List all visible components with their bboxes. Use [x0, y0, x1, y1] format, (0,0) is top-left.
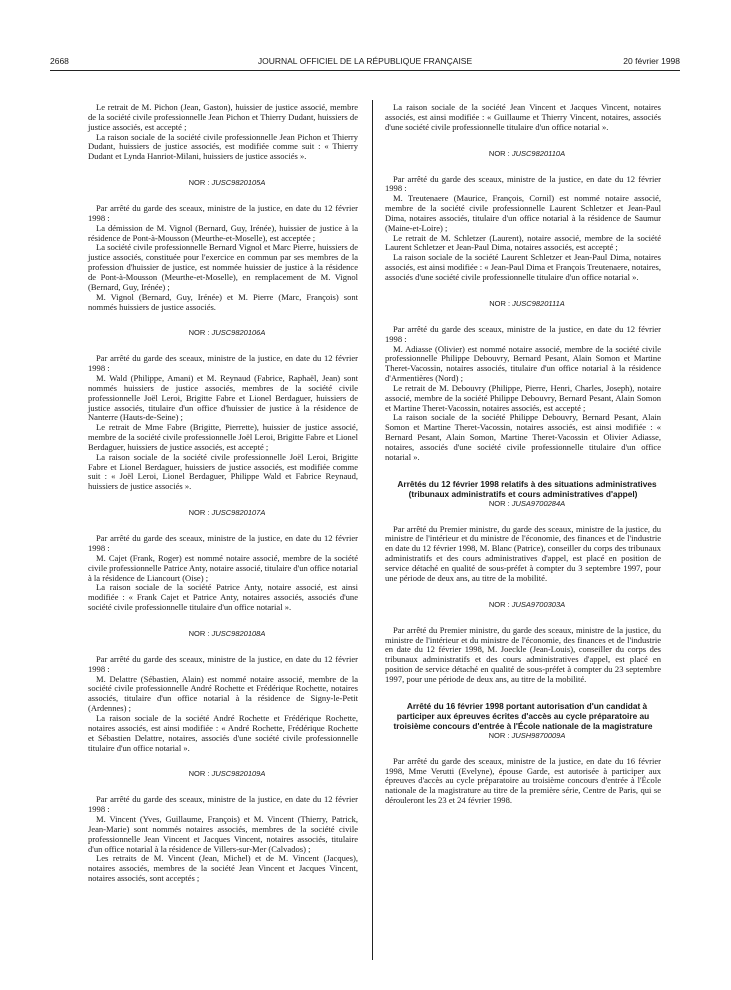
spacer	[88, 518, 358, 534]
spacer	[385, 159, 661, 175]
nor-code: JUSC9820110A	[511, 148, 566, 158]
spacer	[88, 492, 358, 508]
paragraph: La raison sociale de la société civile professionnelle Jean Pichon et Thierry Dudant, huissiers de justice associés, est modifiée comme suit : « Thierry Dudant et Lynda Hanriot-Milani, huissiers de justice associés ».	[88, 131, 358, 162]
spacer	[385, 283, 661, 299]
column-divider	[372, 100, 373, 960]
journal-title: JOURNAL OFFICIEL DE LA RÉPUBLIQUE FRANÇAISE	[257, 56, 473, 66]
nor-label: NOR :	[488, 498, 512, 508]
paragraph: Par arrêté du garde des sceaux, ministre de la justice, en date du 12 février 1998 :	[88, 653, 358, 674]
paragraph: Le retrait de M. Schletzer (Laurent), notaire associé, membre de la société Laurent Schletzer et Jean-Paul Dima, notaires associés, est accepté ;	[385, 232, 661, 253]
nor-reference	[88, 769, 358, 779]
page-number: 2668	[50, 56, 69, 66]
paragraph: La raison sociale de la société civile professionnelle Joël Leroi, Brigitte Fabre et Lionel Berdaguer, huissiers de justice associés, est modifiée comme suit : « Joël Leroi, Lionel Berdaguer, Philippe Wald et Fabrice Reynaud, huissiers de justice associés ».	[88, 451, 358, 492]
nor-label: NOR :	[188, 178, 212, 188]
nor-label: NOR :	[188, 769, 212, 779]
nor-reference	[385, 600, 661, 610]
nor-reference	[88, 629, 358, 639]
paragraph: Les retraits de M. Vincent (Jean, Michel) et de M. Vincent (Jacques), notaires associés, membres de la société Jean Vincent et Jacques Vincent, notaires associés, sont acceptés ;	[88, 853, 358, 884]
nor-code: JUSC9820111A	[512, 298, 565, 308]
issue-date: 20 février 1998	[623, 56, 680, 66]
spacer	[385, 309, 661, 325]
paragraph: Par arrêté du garde des sceaux, ministre de la justice, en date du 12 février 1998 :	[88, 533, 358, 553]
nor-code: JUSC9820106A	[211, 328, 266, 338]
nor-reference	[385, 149, 661, 159]
spacer	[385, 509, 661, 525]
spacer	[88, 639, 358, 655]
left-column	[88, 103, 358, 884]
header-rule	[50, 70, 680, 71]
paragraph: La raison sociale de la société André Rochette et Frédérique Rochette, notaires associés, est ainsi modifiée : « André Rochette, Frédérique Rochette et Sébastien Delattre, notaires, associés d'une société civile professionnelle titulaire d'un office notarial ».	[88, 712, 358, 753]
section-heading: Arrêtés du 12 février 1998 relatifs à des situations administratives (tribunaux administratifs et cours administratives d'appel)	[397, 478, 657, 499]
nor-code: JUSC9820108A	[211, 628, 266, 638]
paragraph: M. Cajet (Frank, Roger) est nommé notaire associé, membre de la société civile professionnelle Patrice Anty, notaire associé, titulaire d'un office notarial à la résidence de Liancourt (Oise) ;	[88, 552, 358, 583]
spacer	[385, 463, 661, 479]
nor-label: NOR :	[188, 508, 212, 518]
paragraph: M. Treutenaere (Maurice, François, Cornil) est nommé notaire associé, membre de la société civile professionnelle Laurent Schletzer et Jean-Paul Dima, notaires associés, titulaire d'un office notarial à la résidence de Saumur (Maine-et-Loire) ;	[385, 193, 661, 233]
nor-label: NOR :	[489, 298, 513, 308]
paragraph: La raison sociale de la société Patrice Anty, notaire associé, est ainsi modifiée : « Frank Cajet et Patrice Anty, notaires associés, associés d'une société civile professionnelle titulaire d'un office notarial ».	[88, 582, 358, 613]
nor-code: JUSH9870009A	[511, 730, 566, 740]
paragraph: M. Wald (Philippe, Amani) et M. Reynaud (Fabrice, Raphaël, Jean) sont nommés huissiers de justice associés, membres de la société civile professionnelle Joël Leroi, Brigitte Fabre et Lionel Berdaguer, huissiers de justice associés, titulaire d'un office d'huissier de justice à la résidence de Nanterre (Hauts-de-Seine) ;	[88, 373, 358, 423]
spacer	[88, 779, 358, 795]
paragraph: Par arrêté du Premier ministre, du garde des sceaux, ministre de la justice, du ministre de l'intérieur et du ministre de l'économie, des finances et de l'industrie en date du 12 février 1998, M. Blanc (Patrice), conseiller du corps des tribunaux administratifs et des cours administratives d'appel, est placé en position de service détaché en qualité de sous-préfet à compter du 3 septembre 1997, pour une période de deux ans, au titre de la mobilité.	[385, 523, 661, 583]
section-heading: Arrêté du 16 février 1998 portant autorisation d'un candidat à participer aux épreuves écrites d'accès au cycle préparatoire au troisième concours d'entrée à l'École nationale de la magistrature	[393, 700, 653, 731]
nor-reference	[385, 299, 661, 309]
spacer	[88, 753, 358, 769]
paragraph: Par arrêté du garde des sceaux, ministre de la justice, en date du 12 février 1998 :	[385, 173, 661, 194]
spacer	[88, 162, 358, 178]
spacer	[385, 741, 661, 757]
paragraph: Par arrêté du garde des sceaux, ministre de la justice, en date du 16 février 1998, Mme Verutti (Evelyne), épouse Garde, est autorisée à participer aux épreuves d'accès au cycle préparatoire au troisième concours d'entrée à l'École nationale de la magistrature au titre de la première série, Centre de Paris, qui se dérouleront les 23 et 24 février 1998.	[385, 755, 661, 806]
spacer	[385, 584, 661, 600]
paragraph: Par arrêté du garde des sceaux, ministre de la justice, en date du 12 février 1998 :	[88, 203, 358, 223]
nor-label: NOR :	[488, 599, 512, 609]
spacer	[385, 685, 661, 701]
spacer	[88, 312, 358, 328]
spacer	[88, 613, 358, 629]
nor-reference	[88, 178, 358, 188]
paragraph: La raison sociale de la société Philippe Debouvry, Bernard Pesant, Alain Somon et Martine Theret-Vacossin, notaires associés, est ainsi modifiée : « Bernard Pesant, Alain Somon, Martine Theret-Vacossin et Olivier Adiasse, notaires, associés d'une société civile professionnelle titulaire d'un office notarial ».	[385, 412, 661, 462]
nor-code: JUSC9820107A	[211, 508, 266, 518]
nor-reference	[385, 499, 661, 509]
nor-reference	[385, 731, 661, 741]
paragraph: Le retrait de Mme Fabre (Brigitte, Pierrette), huissier de justice associé, membre de la société civile professionnelle Joël Leroi, Brigitte Fabre et Lionel Berdaguer, huissiers de justice associés, est accepté ;	[88, 422, 358, 452]
right-column	[385, 103, 661, 806]
nor-label: NOR :	[188, 328, 212, 338]
nor-label: NOR :	[488, 730, 512, 740]
paragraph: Le retrait de M. Pichon (Jean, Gaston), huissier de justice associé, membre de la société civile professionnelle Jean Pichon et Thierry Dudant, huissiers de justice associés, est accepté ;	[88, 102, 358, 132]
spacer	[88, 338, 358, 354]
paragraph: Par arrêté du garde des sceaux, ministre de la justice, en date du 12 février 1998 :	[88, 794, 358, 815]
nor-reference	[88, 508, 358, 518]
paragraph: La raison sociale de la société Laurent Schletzer et Jean-Paul Dima, notaires associés, est ainsi modifiée : « Jean-Paul Dima et François Treutenaere, notaires, associés d'une société civile professionnelle titulaire d'un office notarial ».	[385, 252, 661, 282]
paragraph: La raison sociale de la société Jean Vincent et Jacques Vincent, notaires associés, est ainsi modifiée : « Guillaume et Thierry Vincent, notaires, associés d'une société civile professionnelle titulaire d'un office notarial ».	[385, 102, 661, 132]
spacer	[385, 133, 661, 149]
paragraph: M. Vincent (Yves, Guillaume, François) et M. Vincent (Thierry, Patrick, Jean-Marie) sont nommés notaires associés, membres de la société civile professionnelle Jean Vincent et Jacques Vincent, notaires associés, titulaire d'un office notarial à la résidence de Villers-sur-Mer (Calvados) ;	[88, 814, 358, 854]
paragraph: La société civile professionnelle Bernard Vignol et Marc Pierre, huissiers de justice associés, constituée pour l'exercice en commun par ses membres de la profession d'huissier de justice, est nommée huissier de justice à la résidence de Pont-à-Mousson (Meurthe-et-Moselle), en remplacement de M. Vignol (Bernard, Guy, Irénée) ;	[88, 242, 358, 292]
nor-code: JUSA9700284A	[511, 498, 566, 508]
paragraph: M. Vignol (Bernard, Guy, Irénée) et M. Pierre (Marc, François) sont nommés huissiers de justice associés.	[88, 291, 358, 312]
spacer	[385, 610, 661, 626]
spacer	[88, 188, 358, 204]
paragraph: La démission de M. Vignol (Bernard, Guy, Irénée), huissier de justice à la résidence de Pont-à-Mousson (Meurthe-et-Moselle), est acceptée ;	[88, 222, 358, 243]
nor-label: NOR :	[488, 148, 512, 158]
nor-code: JUSC9820109A	[211, 769, 266, 779]
paragraph: Le retrait de M. Debouvry (Philippe, Pierre, Henri, Charles, Joseph), notaire associé, membre de la société Philippe Debouvry, Bernard Pesant, Alain Somon et Martine Theret-Vacossin, notaires associés, est accepté ;	[385, 382, 661, 413]
paragraph: Par arrêté du garde des sceaux, ministre de la justice, en date du 12 février 1998 :	[88, 353, 358, 374]
paragraph: M. Delattre (Sébastien, Alain) est nommé notaire associé, membre de la société civile professionnelle André Rochette et Frédérique Rochette, notaires associés, titulaire d'un office notarial à la résidence de Signy-le-Petit (Ardennes) ;	[88, 673, 358, 714]
paragraph: Par arrêté du garde des sceaux, ministre de la justice, en date du 12 février 1998 :	[385, 323, 661, 344]
nor-code: JUSC9820105A	[211, 178, 266, 188]
paragraph: M. Adiasse (Olivier) est nommé notaire associé, membre de la société civile professionnelle Philippe Debouvry, Bernard Pesant, Alain Somon et Martine Theret-Vacossin, notaires associés, titulaire d'un office notarial à la résidence d'Armentières (Nord) ;	[385, 343, 661, 384]
nor-code: JUSA9700303A	[511, 599, 566, 609]
nor-reference	[88, 328, 358, 338]
nor-label: NOR :	[188, 628, 212, 638]
paragraph: Par arrêté du Premier ministre, du garde des sceaux, ministre de la justice, du ministre de l'intérieur et du ministre de l'économie, des finances et de l'industrie en date du 12 février 1998, M. Joeckle (Jean-Louis), conseiller du corps des tribunaux administratifs et des cours administratives d'appel, est placé en position de service détaché en qualité de sous-préfet à compter du 23 septembre 1997, pour une période de deux ans, au titre de la mobilité.	[385, 624, 661, 684]
